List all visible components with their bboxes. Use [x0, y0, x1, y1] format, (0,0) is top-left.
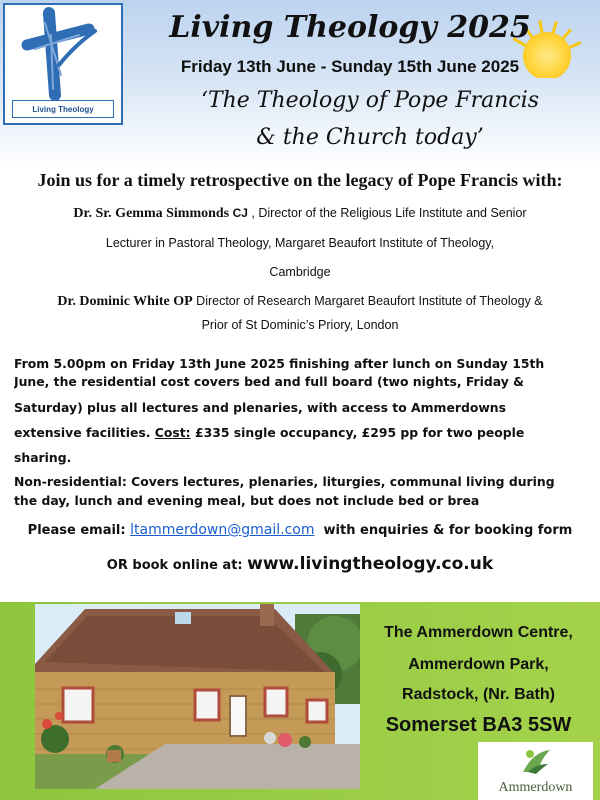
- speaker-2-name: Dr. Dominic White OP: [57, 294, 193, 309]
- email-suffix: with enquiries & for booking form: [314, 523, 573, 538]
- living-theology-logo: [3, 3, 123, 125]
- venue-line-4: Somerset BA3 5SW: [385, 714, 572, 736]
- details-line-2: June, the residential cost covers bed and full board (two nights, Friday &: [14, 374, 524, 389]
- details-line-4-start: extensive facilities.: [14, 425, 155, 440]
- dove-icon: [478, 742, 593, 780]
- speaker-1-line-3: Cambridge: [269, 265, 331, 279]
- speaker-2-line-1: [10, 294, 590, 310]
- ammerdown-logo: [478, 742, 593, 800]
- email-line: [0, 522, 600, 538]
- venue-line-3: Radstock, (Nr. Bath): [402, 686, 555, 703]
- cost-label: Cost:: [154, 425, 191, 440]
- ammerdown-logo-text: Ammerdown: [498, 780, 573, 795]
- speaker-1-name: Dr. Sr. Gemma Simmonds: [73, 206, 230, 221]
- speaker-1-line-1: [10, 206, 590, 222]
- intro-heading: Join us for a timely retrospective on the legacy of Pope Francis with:: [37, 170, 563, 190]
- email-link[interactable]: ltammerdown@gmail.com: [130, 522, 315, 538]
- event-dates: Friday 13th June - Sunday 15th June 2025: [180, 57, 520, 76]
- venue-photo: [35, 604, 360, 789]
- details-line-1: From 5.00pm on Friday 13th June 2025 finishing after lunch on Sunday 15th: [14, 356, 545, 371]
- speaker-2-line-2: Prior of St Dominic’s Priory, London: [201, 318, 399, 332]
- logo-label: Living Theology: [12, 100, 114, 118]
- details-line-7: the day, lunch and evening meal, but does not include bed or brea: [14, 493, 480, 508]
- online-booking-line: [0, 554, 600, 574]
- theme-line-2: & the Church today’: [256, 125, 484, 150]
- venue-line-1: The Ammerdown Centre,: [384, 624, 573, 641]
- details-line-4-end: £335 single occupancy, £295 pp for two people: [190, 425, 525, 440]
- event-title: Living Theology 2025: [169, 10, 531, 45]
- speaker-2-role: Director of Research Margaret Beaufort Institute of Theology &: [192, 294, 543, 308]
- online-prefix: OR book online at:: [106, 558, 248, 573]
- website-link[interactable]: www.livingtheology.co.uk: [247, 554, 494, 574]
- venue-line-2: Ammerdown Park,: [408, 656, 549, 673]
- details-line-3: Saturday) plus all lectures and plenaries, with access to Ammerdowns: [14, 400, 506, 415]
- email-prefix: Please email:: [27, 523, 131, 538]
- details-line-5: sharing.: [14, 450, 72, 465]
- details-line-4: [14, 425, 589, 440]
- theme-line-1: ‘The Theology of Pope Francis: [200, 88, 540, 113]
- speaker-1-suffix: CJ: [232, 206, 248, 220]
- details-line-6: Non-residential: Covers lectures, plenaries, liturgies, communal living during: [14, 474, 555, 489]
- speaker-1-role: , Director of the Religious Life Institute and Senior: [247, 206, 527, 220]
- speaker-1-line-2: Lecturer in Pastoral Theology, Margaret Beaufort Institute of Theology,: [105, 236, 495, 250]
